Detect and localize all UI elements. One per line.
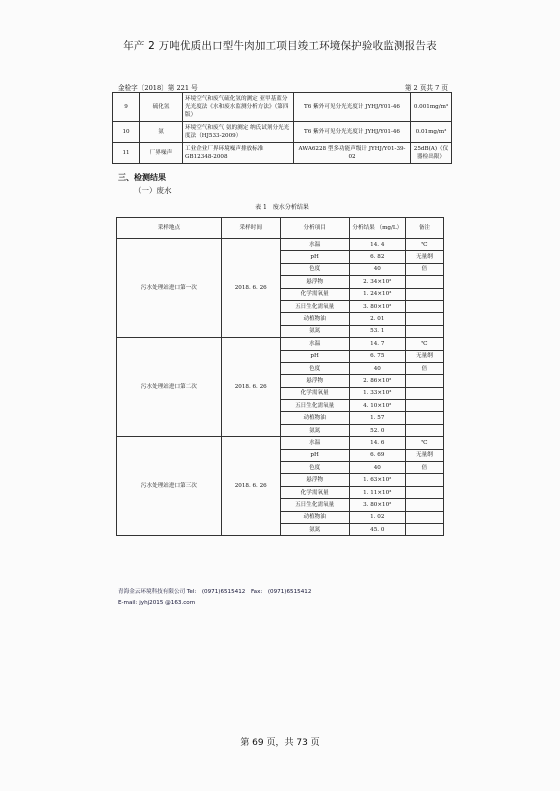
analysis-item: 五日生化需氧量 (280, 300, 349, 312)
analysis-item: 五日生化需氧量 (280, 400, 349, 412)
document-title: 年产 2 万吨优质出口型牛肉加工项目竣工环境保护验收监测报告表 (123, 40, 437, 52)
analysis-result: 1. 33×10³ (349, 387, 405, 399)
method-row (113, 143, 452, 164)
analysis-result: 6. 75 (349, 350, 405, 362)
footer-contact: 青海金云环境科技有限公司 Tel: (0971)6515412 Fax: (0971)6515412 (118, 589, 312, 595)
result-note (405, 499, 443, 511)
analysis-item: pH (280, 449, 349, 461)
method-standard: 环境空气和废气 氨的测定 纳氏试剂分光光度法（HJ533-2009） (183, 122, 294, 143)
method-item: 硫化氢 (140, 93, 183, 122)
analysis-result: 14. 6 (349, 437, 405, 449)
analysis-result: 6. 69 (349, 449, 405, 461)
header-note: 备注 (405, 218, 443, 239)
analysis-result: 52. 0 (349, 424, 405, 436)
method-table (112, 92, 452, 164)
result-note: ℃ (405, 239, 443, 251)
method-standard: 工业企业厂界环境噪声排放标准 GB12348-2008 (183, 143, 294, 164)
analysis-result: 3. 80×10² (349, 300, 405, 312)
table-caption: 表 1 废水分析结果 (255, 204, 309, 211)
analysis-result: 2. 86×10² (349, 375, 405, 387)
footer-email: E-mail: jyhj2015 @163.com (118, 600, 196, 606)
method-item: 氨 (140, 122, 183, 143)
page-number: 第 69 页，共 73 页 (240, 738, 320, 748)
result-note (405, 424, 443, 436)
table-row (117, 239, 444, 251)
result-note: 倍 (405, 462, 443, 474)
analysis-item: 动植物油 (280, 412, 349, 424)
analysis-result: 6. 82 (349, 251, 405, 263)
analysis-item: 水温 (280, 338, 349, 350)
method-row (113, 122, 452, 143)
result-note: 倍 (405, 263, 443, 275)
method-number: 9 (113, 93, 140, 122)
analysis-item: 色度 (280, 462, 349, 474)
method-item: 厂界噪声 (140, 143, 183, 164)
analysis-item: 色度 (280, 263, 349, 275)
analysis-item: 氨氮 (280, 325, 349, 337)
result-note: ℃ (405, 338, 443, 350)
analysis-item: 化学需氧量 (280, 288, 349, 300)
analysis-item: pH (280, 350, 349, 362)
analysis-result: 14. 7 (349, 338, 405, 350)
analysis-result: 40 (349, 362, 405, 374)
report-page-indicator: 第 2 页共 7 页 (404, 84, 448, 92)
table-row (117, 338, 444, 350)
analysis-result: 4. 10×10² (349, 400, 405, 412)
analysis-item: 五日生化需氧量 (280, 499, 349, 511)
analysis-result: 1. 57 (349, 412, 405, 424)
method-instrument: T6 紫外可见分光光度计 JYHJ/Y01-46 (294, 93, 411, 122)
sampling-time: 2018. 6. 26 (221, 338, 280, 437)
header-item: 分析项目 (280, 218, 349, 239)
analysis-result: 14. 4 (349, 239, 405, 251)
sampling-site: 污水处理站进口第三次 (117, 437, 222, 536)
analysis-item: 化学需氧量 (280, 486, 349, 498)
result-note (405, 511, 443, 523)
analysis-result: 40 (349, 462, 405, 474)
result-note (405, 523, 443, 535)
wastewater-results-table (116, 217, 444, 536)
table-header-row (117, 218, 444, 239)
method-detection-limit: 0.01mg/m³ (411, 122, 452, 143)
analysis-item: 氨氮 (280, 424, 349, 436)
method-standard: 环境空气和废气硫化氢的测定 亚甲基蓝分光光度法《水和废水监测分析方法》（第四版） (183, 93, 294, 122)
result-note (405, 313, 443, 325)
analysis-item: pH (280, 251, 349, 263)
analysis-item: 悬浮物 (280, 276, 349, 288)
method-detection-limit: 25dB(A)（仪器检出限） (411, 143, 452, 164)
subsection-heading-wastewater: （一）废水 (134, 186, 172, 195)
result-note (405, 412, 443, 424)
result-note: ℃ (405, 437, 443, 449)
header-site: 采样地点 (117, 218, 222, 239)
method-detection-limit: 0.001mg/m³ (411, 93, 452, 122)
analysis-result: 45. 0 (349, 523, 405, 535)
report-header (112, 78, 452, 92)
analysis-result: 2. 01 (349, 313, 405, 325)
analysis-result: 2. 34×10² (349, 276, 405, 288)
company-footer (118, 587, 311, 609)
analysis-item: 水温 (280, 437, 349, 449)
result-note (405, 375, 443, 387)
analysis-item: 水温 (280, 239, 349, 251)
result-note: 倍 (405, 362, 443, 374)
analysis-item: 动植物油 (280, 511, 349, 523)
result-note (405, 400, 443, 412)
method-instrument: T6 紫外可见分光光度计 JYHJ/Y01-46 (294, 122, 411, 143)
analysis-item: 动植物油 (280, 313, 349, 325)
result-note (405, 288, 443, 300)
result-note: 无量纲 (405, 350, 443, 362)
sampling-site: 污水处理站进口第二次 (117, 338, 222, 437)
table-row (117, 437, 444, 449)
sampling-time: 2018. 6. 26 (221, 239, 280, 338)
result-note (405, 300, 443, 312)
header-result: 分析结果 （mg/L） (349, 218, 405, 239)
result-note (405, 486, 443, 498)
result-note: 无量纲 (405, 449, 443, 461)
result-note (405, 276, 443, 288)
analysis-result: 3. 80×10² (349, 499, 405, 511)
result-note (405, 387, 443, 399)
header-time: 采样时间 (221, 218, 280, 239)
analysis-item: 氨氮 (280, 523, 349, 535)
sampling-time: 2018. 6. 26 (221, 437, 280, 536)
analysis-item: 化学需氧量 (280, 387, 349, 399)
method-number: 10 (113, 122, 140, 143)
analysis-result: 1. 11×10³ (349, 486, 405, 498)
analysis-item: 悬浮物 (280, 375, 349, 387)
analysis-result: 53. 1 (349, 325, 405, 337)
analysis-result: 1. 24×10³ (349, 288, 405, 300)
analysis-item: 悬浮物 (280, 474, 349, 486)
result-note: 无量纲 (405, 251, 443, 263)
analysis-result: 40 (349, 263, 405, 275)
result-note (405, 325, 443, 337)
section-heading-results: 三、检测结果 (118, 173, 166, 182)
report-reference: 金检字〔2018〕第 221 号 (118, 84, 198, 92)
sampling-site: 污水处理站进口第一次 (117, 239, 222, 338)
method-row (113, 93, 452, 122)
analysis-result: 1. 63×10² (349, 474, 405, 486)
scanned-report-page (112, 78, 452, 536)
method-instrument: AWA6228 型多功能声级计 JYHJ/Y01-39-02 (294, 143, 411, 164)
method-number: 11 (113, 143, 140, 164)
analysis-result: 1. 02 (349, 511, 405, 523)
result-note (405, 474, 443, 486)
analysis-item: 色度 (280, 362, 349, 374)
